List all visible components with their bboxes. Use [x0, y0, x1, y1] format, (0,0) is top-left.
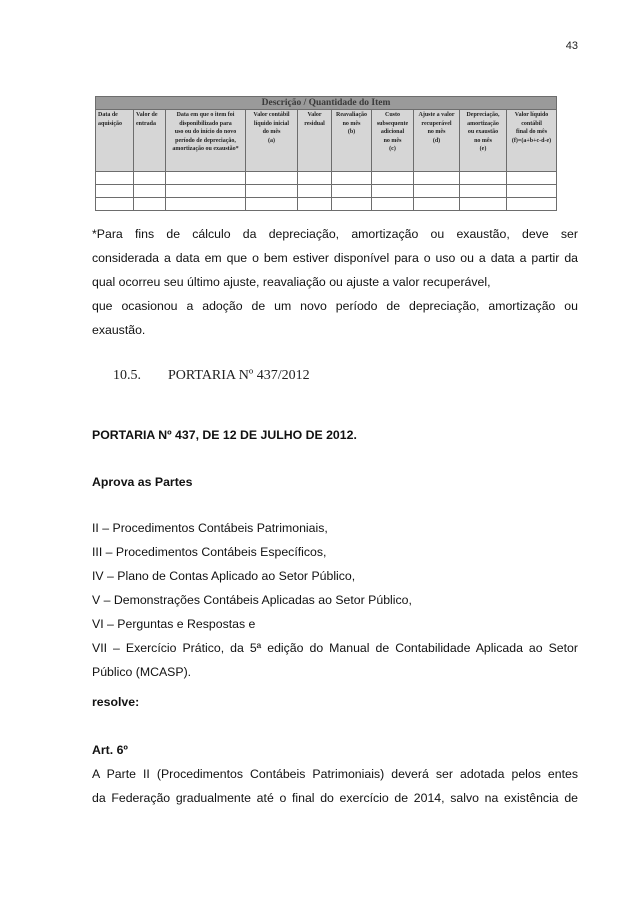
section-title: PORTARIA Nº 437/2012 [168, 368, 310, 383]
footnote-line: que ocasionou a adoção de um novo período de depreciação, amortização ou [92, 299, 578, 313]
portaria-title: PORTARIA Nº 437, DE 12 DE JULHO DE 2012. [92, 428, 357, 442]
col-header-custo-subsequente: Custo subsequente adicional no mês (c) [372, 110, 414, 172]
page-number: 43 [565, 40, 578, 52]
col-header-ajuste-valor: Ajuste a valor recuperável no mês (d) [414, 110, 460, 172]
resolve-label: resolve: [92, 695, 140, 709]
footnote-line: considerada a data em que o bem estiver disponível para o uso ou a data a partir da [92, 251, 578, 265]
col-header-valor-residual: Valor residual [298, 110, 332, 172]
list-item: IV – Plano de Contas Aplicado ao Setor Público, [92, 569, 356, 583]
list-item: VII – Exercício Prático, da 5ª edição do Manual de Contabilidade Aplicada ao Setor [92, 641, 578, 655]
section-heading [113, 368, 310, 384]
table-row [96, 185, 557, 198]
table-header-row [96, 110, 557, 172]
footnote-line: *Para fins de cálculo da depreciação, amortização ou exaustão, deve ser [92, 227, 578, 241]
aprova-label: Aprova as Partes [92, 475, 193, 489]
col-header-valor-liquido-final: Valor líquido contábil final do mês (f)=(a+b+c-d-e) [507, 110, 557, 172]
article-label: Art. 6º [92, 743, 128, 757]
depreciation-table-figure [95, 96, 556, 213]
table-row [96, 198, 557, 211]
article [92, 738, 578, 810]
article-line: da Federação gradualmente até o final do exercício de 2014, salvo na existência de [92, 791, 578, 805]
col-header-data-aquisicao: Data de aquisição [96, 110, 134, 172]
list-item: VI – Perguntas e Respostas e [92, 617, 256, 631]
list-item: II – Procedimentos Contábeis Patrimoniais, [92, 521, 328, 535]
col-header-valor-entrada: Valor de entrada [134, 110, 166, 172]
col-header-depreciacao: Depreciação, amortização ou exaustão no mês (e) [460, 110, 507, 172]
list-item: V – Demonstrações Contábeis Aplicadas ao Setor Público, [92, 593, 412, 607]
article-line: A Parte II (Procedimentos Contábeis Patrimoniais) deverá ser adotada pelos entes [92, 767, 578, 781]
footnote [92, 222, 578, 342]
col-header-valor-contabil-inicial: Valor contábil líquido inicial do mês (a) [246, 110, 298, 172]
list-item: Público (MCASP). [92, 665, 192, 679]
depreciation-table [95, 96, 557, 211]
col-header-reavaliacao: Reavaliação no mês (b) [332, 110, 372, 172]
col-header-data-disponibilizado: Data em que o item foi disponibilizado para uso ou do início do novo período de depreciação, amortização ou exaustão* [166, 110, 246, 172]
footnote-line: qual ocorreu seu último ajuste, reavaliação ou ajuste a valor recuperável, [92, 275, 491, 289]
parts-list [92, 516, 578, 684]
table-caption: Descrição / Quantidade do Item [96, 97, 557, 110]
list-item: III – Procedimentos Contábeis Específicos, [92, 545, 327, 559]
table-row [96, 172, 557, 185]
section-number: 10.5. [113, 368, 141, 383]
footnote-line: exaustão. [92, 323, 146, 337]
